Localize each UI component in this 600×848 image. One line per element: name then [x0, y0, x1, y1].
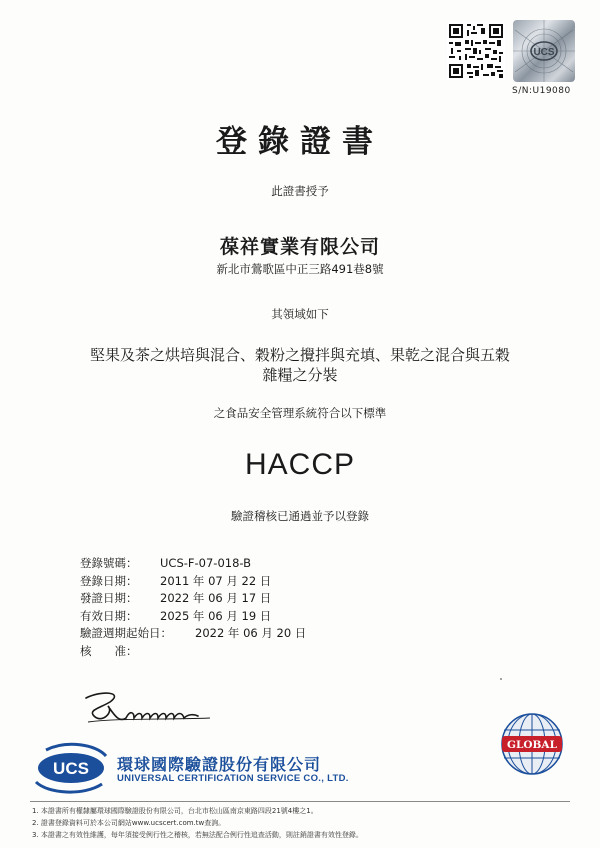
certificate-details [80, 555, 306, 660]
scope-line-2: 雜糧之分裝 [262, 366, 338, 384]
global-logo [500, 712, 564, 776]
qr-code [447, 22, 505, 80]
verification-text: 驗證稽核已通過並予以登錄 [231, 509, 369, 523]
detail-label: 有效日期： [80, 608, 138, 623]
standard-intro: 之食品安全管理系統符合以下標準 [213, 406, 387, 420]
company-name: 葆祥實業有限公司 [219, 236, 380, 258]
detail-row-cycle-start [80, 625, 306, 643]
company-address: 新北市鶯歌區中正三路491巷8號 [216, 262, 384, 276]
footnote: 3. 本證書之有效性維護，每年須接受例行性之稽核，若無法配合例行性追查活動，則註銷證書有效性登錄。 [32, 831, 363, 839]
serial-number: S/N:U19080 [512, 86, 571, 96]
detail-value: 2025 年 06 月 19 日 [160, 608, 272, 623]
detail-row-registration-number [80, 555, 306, 573]
detail-value: 2022 年 06 月 17 日 [160, 591, 272, 605]
standard-name: HACCP [244, 448, 355, 481]
detail-row-expiry-date [80, 608, 306, 626]
detail-row-issue-date [80, 590, 306, 608]
global-logo-text: GLOBAL [507, 739, 557, 751]
scope-label: 其領域如下 [271, 307, 329, 321]
svg-text:UCS: UCS [533, 47, 555, 58]
grant-text: 此證書授予 [271, 184, 329, 198]
ucs-logo [32, 742, 110, 794]
footer-divider [30, 801, 570, 802]
detail-row-approval [80, 643, 306, 661]
signature [80, 688, 220, 728]
footnote: 1. 本證書所有權隸屬環球國際驗證股份有限公司，台北市松山區南京東路四段21號4樓之1。 [32, 807, 318, 815]
mark-dot [500, 678, 502, 680]
detail-label: 登錄號碼： [80, 556, 138, 570]
footnote: 2. 證書登錄資料可於本公司網站www.ucscert.com.tw查詢。 [32, 819, 226, 827]
detail-label: 核 准： [80, 643, 138, 658]
footnotes [32, 805, 363, 841]
hologram-seal [513, 20, 575, 82]
org-name-chinese: 環球國際驗證股份有限公司 [117, 755, 322, 774]
org-name-english: UNIVERSAL CERTIFICATION SERVICE CO., LTD. [117, 773, 349, 784]
detail-value: UCS-F-07-018-B [160, 556, 252, 570]
detail-value: 2022 年 06 月 20 日 [195, 626, 307, 640]
detail-label: 發證日期： [80, 591, 138, 605]
detail-row-registration-date [80, 573, 306, 591]
detail-label: 驗證週期起始日： [80, 626, 172, 640]
certificate-title: 登錄證書 [216, 124, 384, 160]
scope-line-1: 堅果及茶之烘培與混合、穀粉之攪拌與充填、果乾之混合與五穀 [89, 346, 510, 364]
ucs-logo-text: UCS [53, 759, 89, 778]
detail-label: 登錄日期： [80, 573, 138, 588]
detail-value: 2011 年 07 月 22 日 [160, 573, 272, 588]
